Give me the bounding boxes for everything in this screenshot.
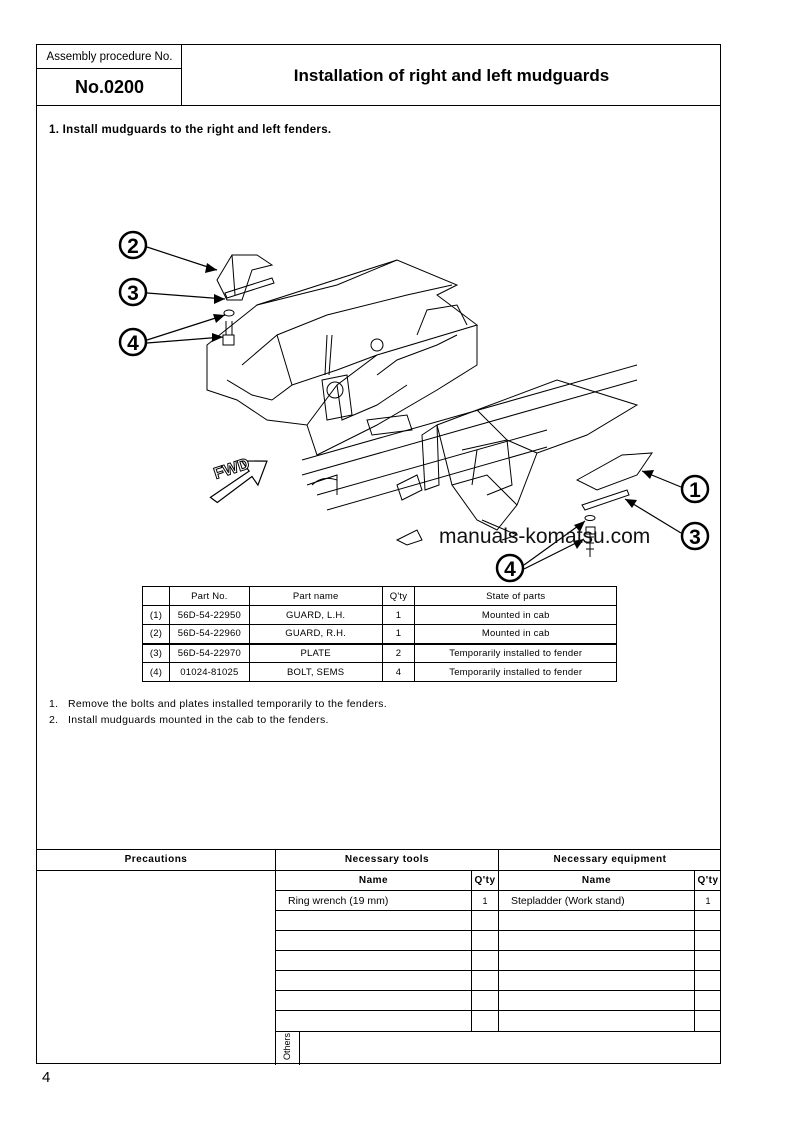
page-title: Installation of right and left mudguards (182, 45, 721, 106)
precautions-body (37, 871, 276, 1065)
row-index: (4) (143, 663, 170, 682)
empty-cell (695, 971, 721, 991)
empty-cell (276, 931, 472, 951)
tools-name-header: Name (276, 871, 472, 891)
tools-header: Necessary tools (276, 850, 499, 871)
svg-text:3: 3 (689, 526, 701, 549)
exploded-diagram (77, 185, 717, 585)
fwd-label: FWD (211, 455, 252, 483)
svg-text:4: 4 (504, 558, 516, 581)
col-header-index (143, 587, 170, 606)
parts-table (142, 586, 617, 682)
note-text: Install mudguards mounted in the cab to the fenders. (68, 714, 329, 726)
svg-text:3: 3 (127, 282, 139, 305)
part-no: 56D-54-22970 (169, 644, 249, 663)
empty-cell (499, 971, 695, 991)
empty-cell (276, 991, 472, 1011)
empty-cell (472, 931, 499, 951)
row-index: (2) (143, 625, 170, 644)
parts-table-header (143, 587, 617, 606)
page-frame (36, 44, 721, 1064)
callout-3-left (120, 279, 225, 305)
procedure-label: Assembly procedure No. (37, 45, 182, 69)
part-no: 01024-81025 (169, 663, 249, 682)
procedure-number-box (37, 45, 182, 106)
callout-4-left (120, 314, 225, 355)
empty-cell (695, 1011, 721, 1032)
others-cell (276, 1032, 300, 1065)
col-header-qty: Q'ty (382, 587, 415, 606)
procedure-notes (49, 696, 387, 728)
part-name: PLATE (249, 644, 382, 663)
requirements-section (37, 849, 721, 1064)
empty-cell (499, 931, 695, 951)
equipment-header: Necessary equipment (499, 850, 721, 871)
col-header-part-no: Part No. (169, 587, 249, 606)
part-qty: 1 (382, 606, 415, 625)
equipment-name: Stepladder (Work stand) (499, 891, 695, 911)
empty-cell (695, 991, 721, 1011)
row-index: (1) (143, 606, 170, 625)
step-heading: 1. Install mudguards to the right and left fenders. (49, 124, 332, 136)
col-header-part-name: Part name (249, 587, 382, 606)
empty-cell (472, 911, 499, 931)
part-name: GUARD, L.H. (249, 606, 382, 625)
row-index: (3) (143, 644, 170, 663)
part-name: GUARD, R.H. (249, 625, 382, 644)
table-row (143, 663, 617, 682)
empty-cell (472, 971, 499, 991)
tools-qty-header: Q'ty (472, 871, 499, 891)
empty-cell (499, 991, 695, 1011)
callout-2-left (120, 232, 217, 273)
equipment-qty: 1 (695, 891, 721, 911)
empty-cell (276, 1011, 472, 1032)
part-qty: 2 (382, 644, 415, 663)
svg-text:2: 2 (127, 235, 139, 258)
part-qty: 1 (382, 625, 415, 644)
others-label: Others (282, 1032, 292, 1060)
empty-cell (472, 1011, 499, 1032)
empty-cell (695, 951, 721, 971)
watermark: manuals-komatsu.com (439, 525, 651, 548)
part-no: 56D-54-22950 (169, 606, 249, 625)
part-state: Temporarily installed to fender (415, 644, 617, 663)
part-qty: 4 (382, 663, 415, 682)
empty-cell (472, 991, 499, 1011)
empty-cell (499, 951, 695, 971)
empty-cell (276, 951, 472, 971)
tool-qty: 1 (472, 891, 499, 911)
procedure-number: No.0200 (74, 77, 145, 97)
svg-text:1: 1 (689, 479, 701, 502)
table-row (143, 644, 617, 663)
empty-cell (499, 911, 695, 931)
tool-name: Ring wrench (19 mm) (276, 891, 472, 911)
equipment-name-header: Name (499, 871, 695, 891)
part-name: BOLT, SEMS (249, 663, 382, 682)
note-item (49, 696, 387, 712)
empty-cell (276, 971, 472, 991)
empty-cell (695, 931, 721, 951)
part-state: Mounted in cab (415, 606, 617, 625)
note-number: 1. (49, 698, 59, 710)
note-item (49, 712, 387, 728)
callout-1-right (642, 470, 708, 502)
note-number: 2. (49, 714, 59, 726)
equipment-qty-header: Q'ty (695, 871, 721, 891)
table-row (143, 625, 617, 644)
part-state: Mounted in cab (415, 625, 617, 644)
empty-cell (472, 951, 499, 971)
empty-cell (499, 1011, 695, 1032)
empty-cell (276, 911, 472, 931)
table-row (143, 606, 617, 625)
precautions-header: Precautions (37, 850, 276, 871)
part-no: 56D-54-22960 (169, 625, 249, 644)
svg-text:4: 4 (127, 332, 139, 355)
part-state: Temporarily installed to fender (415, 663, 617, 682)
note-text: Remove the bolts and plates installed temporarily to the fenders. (68, 698, 387, 710)
empty-cell (695, 911, 721, 931)
col-header-state: State of parts (415, 587, 617, 606)
page-number: 4 (42, 1069, 51, 1086)
